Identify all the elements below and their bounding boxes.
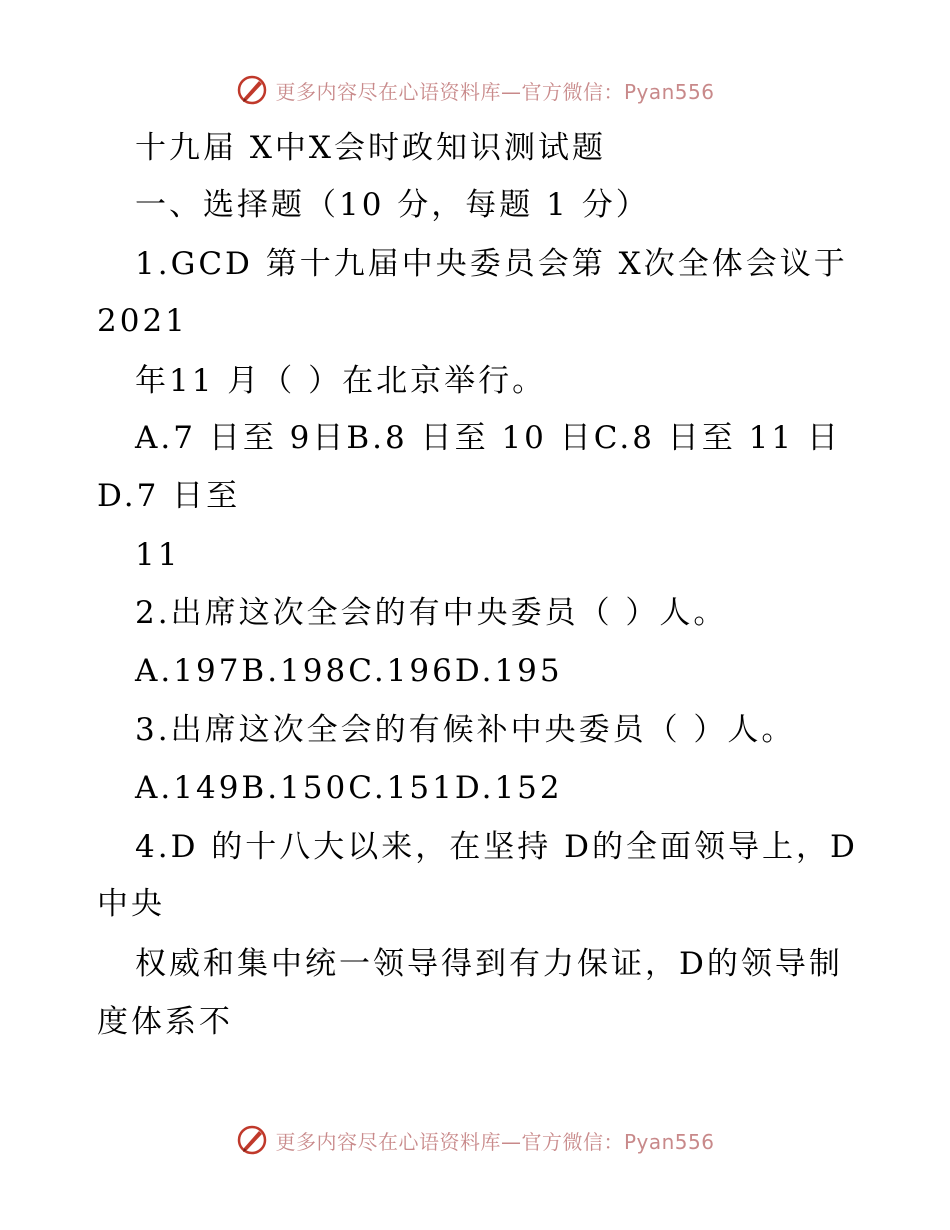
watermark-text: 更多内容尽在心语资料库—官方微信：Pyan556	[275, 1129, 715, 1154]
question-4-text: 4.D 的十八大以来，在坚持 D的全面领导上，D	[135, 829, 858, 865]
footer-watermark	[0, 1120, 950, 1160]
question-1-text: 1.GCD 第十九届中央委员会第 X次全体会议于	[135, 246, 848, 282]
question-2-options: A.197B.198C.196D.195	[135, 653, 563, 689]
question-2-text: 2.出席这次全会的有中央委员（ ）人。	[135, 595, 728, 631]
watermark-text: 更多内容尽在心语资料库—官方微信：Pyan556	[275, 79, 715, 104]
question-1-text-wrap: 2021	[97, 303, 188, 339]
header-watermark	[0, 70, 950, 110]
section-heading: 一、选择题（10 分，每题 1 分）	[135, 187, 650, 223]
question-3-options: A.149B.150C.151D.152	[135, 770, 563, 806]
question-4-text-wrap-2: 度体系不	[97, 1004, 233, 1040]
pen-logo-icon	[235, 73, 269, 107]
document-title: 十九届 X中X会时政知识测试题	[135, 130, 606, 166]
question-3-text: 3.出席这次全会的有候补中央委员（ ）人。	[135, 712, 796, 748]
question-1-options-cont: 11	[135, 537, 181, 573]
question-4-text-cont: 权威和集中统一领导得到有力保证，D的领导制	[135, 946, 843, 982]
question-1-options-wrap: D.7 日至	[97, 478, 241, 514]
pen-logo-icon	[235, 1123, 269, 1157]
question-1-text-cont: 年11 月（ ）在北京举行。	[135, 363, 547, 399]
question-4-text-wrap: 中央	[97, 886, 165, 922]
question-1-options: A.7 日至 9日B.8 日至 10 日C.8 日至 11 日	[135, 420, 841, 456]
